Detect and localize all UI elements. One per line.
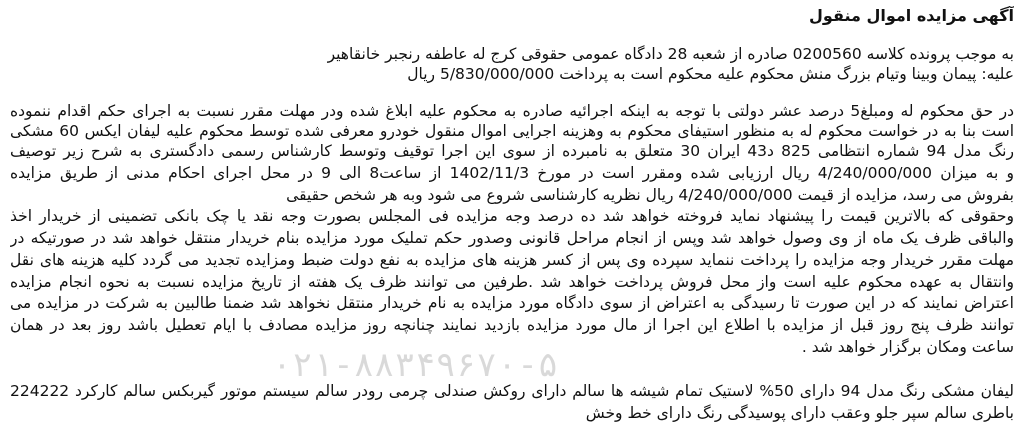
vehicle-description-line: باطری سالم سپر جلو وعقب دارای پوسیدگی رنگ دارای خط وخش (585, 404, 1014, 422)
notice-body-line: توانند ظرف پنج روز قبل از مزایده با اطلاع این اجرا از مال مورد مزایده بازدید نمایند چنانچه روز مزایده مصادف با ایام تعطیل باشد روز بعد در همان (10, 316, 1014, 334)
notice-body-line: وحقوقی که بالاترین قیمت را پیشنهاد نماید فروخته خواهد شد ده درصد وجه مزایده فی المجلس بصورت وجه نقد یا چک بانکی تضمینی از خریدار اخذ (10, 207, 1014, 225)
case-header-line: به موجب پرونده کلاسه 0200560 صادره از شعبه 28 دادگاه عمومی حقوقی کرج له عاطفه رنجبر خانقاهیر (327, 45, 1014, 63)
vehicle-description-line: لیفان مشکی رنگ مدل 94 دارای 50% لاستیک تمام شیشه ها سالم دارای روکش صندلی چرمی رودر سالم سیستم موتور گیربکس سالم کارکرد 224222 (10, 382, 1014, 400)
notice-body-line: رنگ مدل 94 شماره انتظامی 825 د43 ایران 30 متعلق به نامبرده از سوی این اجرا توقیف وتوسط کارشناس رسمی دادگستری به شرح زیر توصیف (10, 142, 1014, 160)
notice-body-line: بفروش می رسد، مزایده از قیمت 4/240/000/000 ریال نظریه کارشناسی شروع می شود وبه هر شخص حقیقی (286, 186, 1014, 204)
notice-body-line: است بنا به در خواست محکوم له به منظور استیفای محکوم به وهزینه اجرایی اموال منقول خودرو معرفی شده توسط محکوم علیه لیفان ایکس 60 مشکی (10, 122, 1014, 140)
notice-body-line: مهلت مقرر خریدار وجه مزایده را پرداخت ننماید سپرده وی پس از کسر هزینه های مزایده به نفع دولت ضبط ومزایده تجدید می گردد کلیه هزینه های نقل (10, 251, 1014, 269)
notice-body-line: ساعت ومکان برگزار خواهد شد . (801, 338, 1014, 356)
notice-body-line: اعتراض نمایند که در این صورت تا رسیدگی به اعتراض از سوی دادگاه مورد مزایده به نام خریدار منتقل نخواهد شد ضمنا طالبین به شرکت در مزایده می (10, 294, 1014, 312)
notice-body-line: والباقی ظرف یک ماه از وی وصول خواهد شد وپس از انجام مراحل قانونی وصدور حکم تملیک مورد مزایده بنام خریدار منتقل خواهد شد در صورتیکه در (10, 229, 1014, 247)
notice-body-line: و به میزان 4/240/000/000 ریال ارزیابی شده ومقرر است در مورخ 1402/11/3 از ساعت8 الی 9 در محل اجرای احکام مدنی از طریق مزایده (10, 164, 1014, 182)
notice-title: آگهی مزایده اموال منقول (809, 6, 1014, 25)
notice-body-line: در حق محکوم له ومبلغ5 درصد عشر دولتی با توجه به اینکه اجرائیه صادره به محکوم علیه ابلاغ شده ودر مهلت مقرر نسبت به اجرای حکم اقدام ننموده (10, 102, 1014, 120)
phone-watermark: ۰۲۱-۸۸۳۴۹۶۷۰-۵ (271, 345, 559, 385)
notice-body-line: وانتقال به عهده محکوم علیه است واز محل فروش پرداخت خواهد شد .طرفین می توانند ظرف یک هفته از تاریخ مزایده نسبت به نحوه انجام مزایده (10, 273, 1014, 291)
case-header-line: علیه: پیمان وبینا وتیام بزرگ منش محکوم علیه محکوم است به پرداخت 5/830/000/000 ریال (407, 65, 1014, 83)
